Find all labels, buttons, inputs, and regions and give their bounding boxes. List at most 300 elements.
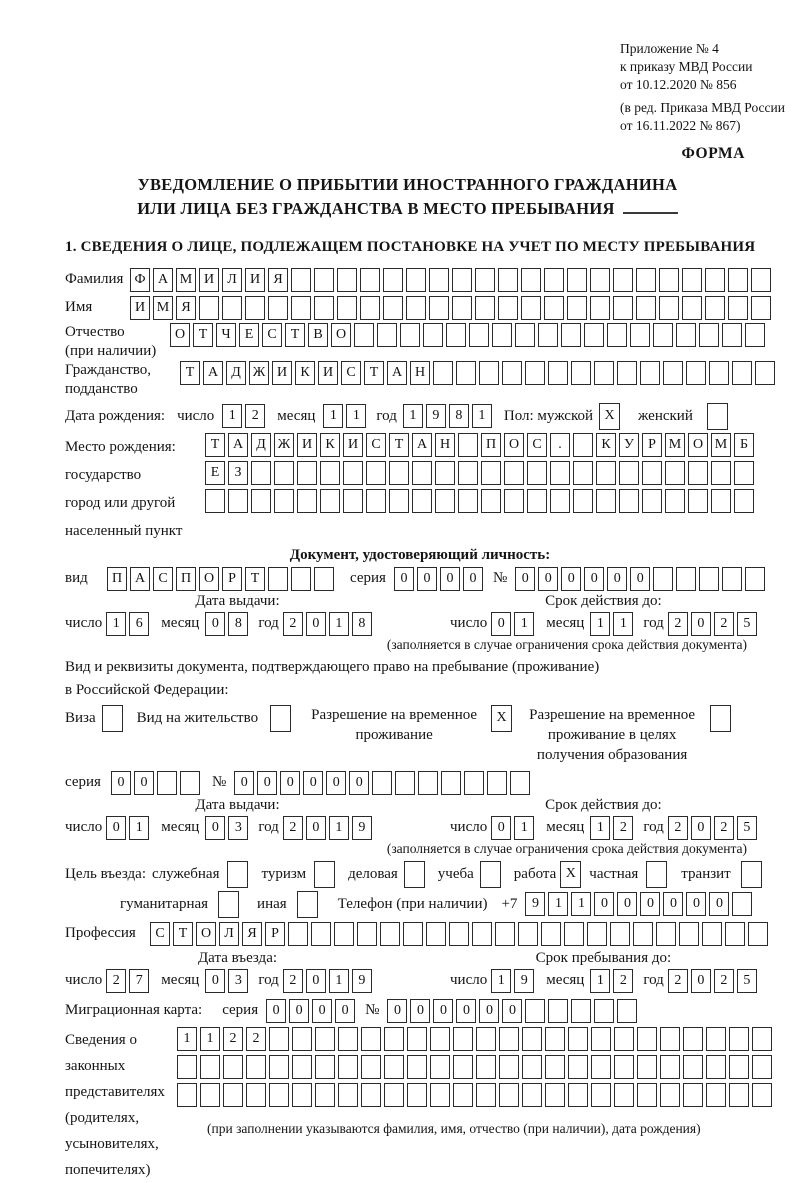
birth-place-cell[interactable] <box>734 461 754 485</box>
surname-cell[interactable] <box>521 268 541 292</box>
legal-reps-cell[interactable] <box>752 1027 772 1051</box>
permit-issue-year-cell[interactable]: 2 <box>283 816 303 840</box>
surname-cell[interactable] <box>682 268 702 292</box>
birth-place-cell[interactable] <box>619 489 639 513</box>
birth-place-cell[interactable] <box>458 461 478 485</box>
profession-cell[interactable] <box>564 922 584 946</box>
id-expiry-month-cell[interactable]: 1 <box>590 612 610 636</box>
id-issue-year-cell[interactable]: 8 <box>352 612 372 636</box>
phone-digit-cell[interactable]: 0 <box>594 892 614 916</box>
birth-place-cell[interactable] <box>504 489 524 513</box>
given-name-cell[interactable] <box>682 296 702 320</box>
id-expiry-year-cell[interactable]: 5 <box>737 612 757 636</box>
purpose-work-checkbox[interactable]: X <box>560 861 581 888</box>
profession-cell[interactable] <box>587 922 607 946</box>
birth-place-cell[interactable]: О <box>688 433 708 457</box>
birth-place-cell[interactable] <box>205 489 225 513</box>
profession-cell[interactable] <box>472 922 492 946</box>
legal-reps-cell[interactable] <box>292 1083 312 1107</box>
migration-series-cell[interactable]: 0 <box>266 999 286 1023</box>
profession-cell[interactable] <box>679 922 699 946</box>
birth-place-cell[interactable] <box>435 461 455 485</box>
legal-reps-cell[interactable] <box>361 1083 381 1107</box>
given-name-cell[interactable] <box>521 296 541 320</box>
given-name-cell[interactable] <box>613 296 633 320</box>
citizenship-cell[interactable]: А <box>203 361 223 385</box>
citizenship-cell[interactable]: Т <box>180 361 200 385</box>
profession-cell[interactable] <box>633 922 653 946</box>
given-name-cell[interactable] <box>245 296 265 320</box>
birth-place-cell[interactable]: М <box>711 433 731 457</box>
surname-cell[interactable]: Ф <box>130 268 150 292</box>
birth-place-cell[interactable]: П <box>481 433 501 457</box>
surname-cell[interactable] <box>613 268 633 292</box>
citizenship-cell[interactable] <box>617 361 637 385</box>
profession-cell[interactable] <box>725 922 745 946</box>
permit-number-cell[interactable] <box>464 771 484 795</box>
citizenship-cell[interactable]: К <box>295 361 315 385</box>
profession-cell[interactable]: Т <box>173 922 193 946</box>
legal-reps-cell[interactable] <box>637 1027 657 1051</box>
citizenship-cell[interactable] <box>594 361 614 385</box>
given-name-cell[interactable] <box>567 296 587 320</box>
profession-cell[interactable] <box>541 922 561 946</box>
legal-reps-cell[interactable] <box>292 1055 312 1079</box>
citizenship-cell[interactable] <box>663 361 683 385</box>
surname-cell[interactable] <box>406 268 426 292</box>
migration-number-cell[interactable] <box>548 999 568 1023</box>
permit-expiry-month-cell[interactable]: 1 <box>590 816 610 840</box>
given-name-cell[interactable]: М <box>153 296 173 320</box>
citizenship-cell[interactable]: Н <box>410 361 430 385</box>
given-name-cell[interactable] <box>498 296 518 320</box>
id-number-cell[interactable]: 0 <box>584 567 604 591</box>
birth-place-cell[interactable]: И <box>297 433 317 457</box>
legal-reps-cell[interactable] <box>200 1083 220 1107</box>
birth-place-cell[interactable]: К <box>596 433 616 457</box>
permit-issue-day-cell[interactable]: 0 <box>106 816 126 840</box>
birth-day-cell[interactable]: 1 <box>222 404 242 428</box>
legal-reps-cell[interactable] <box>315 1083 335 1107</box>
legal-reps-cell[interactable] <box>338 1055 358 1079</box>
patronymic-cell[interactable] <box>699 323 719 347</box>
visa-checkbox[interactable] <box>102 705 123 732</box>
patronymic-cell[interactable]: Т <box>285 323 305 347</box>
sex-male-checkbox[interactable]: X <box>599 403 620 430</box>
birth-place-cell[interactable]: Т <box>389 433 409 457</box>
legal-reps-cell[interactable] <box>269 1055 289 1079</box>
permit-expiry-day-cell[interactable]: 0 <box>491 816 511 840</box>
patronymic-cell[interactable]: Ч <box>216 323 236 347</box>
legal-reps-cell[interactable] <box>384 1055 404 1079</box>
id-series-cell[interactable]: 0 <box>417 567 437 591</box>
citizenship-cell[interactable] <box>709 361 729 385</box>
legal-reps-cell[interactable] <box>223 1083 243 1107</box>
birth-place-cell[interactable] <box>573 433 593 457</box>
patronymic-cell[interactable]: В <box>308 323 328 347</box>
phone-digit-cell[interactable]: 0 <box>709 892 729 916</box>
purpose-business-checkbox[interactable] <box>404 861 425 888</box>
legal-reps-cell[interactable] <box>315 1027 335 1051</box>
purpose-transit-checkbox[interactable] <box>741 861 762 888</box>
permit-issue-month-cell[interactable]: 3 <box>228 816 248 840</box>
birth-place-cell[interactable] <box>550 489 570 513</box>
purpose-study-checkbox[interactable] <box>480 861 501 888</box>
migration-number-cell[interactable] <box>617 999 637 1023</box>
birth-year-cell[interactable]: 9 <box>426 404 446 428</box>
citizenship-cell[interactable]: И <box>318 361 338 385</box>
id-expiry-day-cell[interactable]: 0 <box>491 612 511 636</box>
birth-place-cell[interactable] <box>711 461 731 485</box>
citizenship-cell[interactable]: Д <box>226 361 246 385</box>
stay-year-cell[interactable]: 5 <box>737 969 757 993</box>
patronymic-cell[interactable]: Т <box>193 323 213 347</box>
stay-day-cell[interactable]: 9 <box>514 969 534 993</box>
id-series-cell[interactable]: 0 <box>394 567 414 591</box>
legal-reps-cell[interactable] <box>522 1027 542 1051</box>
permit-number-cell[interactable]: 0 <box>257 771 277 795</box>
id-expiry-day-cell[interactable]: 1 <box>514 612 534 636</box>
doc-kind-cell[interactable]: П <box>176 567 196 591</box>
legal-reps-cell[interactable] <box>430 1027 450 1051</box>
id-number-cell[interactable] <box>676 567 696 591</box>
given-name-cell[interactable] <box>728 296 748 320</box>
citizenship-cell[interactable]: А <box>387 361 407 385</box>
legal-reps-cell[interactable] <box>637 1055 657 1079</box>
id-issue-month-cell[interactable]: 0 <box>205 612 225 636</box>
surname-cell[interactable]: А <box>153 268 173 292</box>
doc-kind-cell[interactable] <box>291 567 311 591</box>
citizenship-cell[interactable] <box>640 361 660 385</box>
stay-year-cell[interactable]: 2 <box>668 969 688 993</box>
permit-number-cell[interactable]: 0 <box>234 771 254 795</box>
patronymic-cell[interactable] <box>446 323 466 347</box>
surname-cell[interactable]: И <box>245 268 265 292</box>
birth-place-cell[interactable] <box>665 489 685 513</box>
citizenship-cell[interactable] <box>525 361 545 385</box>
profession-cell[interactable] <box>357 922 377 946</box>
migration-number-cell[interactable] <box>525 999 545 1023</box>
given-name-cell[interactable] <box>544 296 564 320</box>
doc-kind-cell[interactable] <box>268 567 288 591</box>
permit-issue-year-cell[interactable]: 1 <box>329 816 349 840</box>
legal-reps-cell[interactable] <box>568 1083 588 1107</box>
birth-place-cell[interactable] <box>320 461 340 485</box>
birth-place-cell[interactable] <box>619 461 639 485</box>
id-number-cell[interactable] <box>722 567 742 591</box>
birth-place-cell[interactable]: И <box>343 433 363 457</box>
legal-reps-cell[interactable] <box>522 1055 542 1079</box>
given-name-cell[interactable] <box>360 296 380 320</box>
permit-issue-year-cell[interactable]: 0 <box>306 816 326 840</box>
surname-cell[interactable] <box>314 268 334 292</box>
doc-kind-cell[interactable]: Т <box>245 567 265 591</box>
legal-reps-cell[interactable]: 1 <box>200 1027 220 1051</box>
stay-year-cell[interactable]: 2 <box>714 969 734 993</box>
legal-reps-cell[interactable] <box>591 1055 611 1079</box>
birth-place-cell[interactable] <box>665 461 685 485</box>
permit-expiry-year-cell[interactable]: 2 <box>714 816 734 840</box>
birth-place-cell[interactable] <box>711 489 731 513</box>
legal-reps-cell[interactable] <box>545 1055 565 1079</box>
surname-cell[interactable] <box>429 268 449 292</box>
profession-cell[interactable] <box>449 922 469 946</box>
legal-reps-cell[interactable] <box>476 1027 496 1051</box>
patronymic-cell[interactable] <box>630 323 650 347</box>
legal-reps-cell[interactable] <box>499 1083 519 1107</box>
legal-reps-cell[interactable] <box>614 1027 634 1051</box>
birth-place-cell[interactable] <box>389 461 409 485</box>
legal-reps-cell[interactable] <box>453 1027 473 1051</box>
migration-series-cell[interactable]: 0 <box>335 999 355 1023</box>
surname-cell[interactable]: Л <box>222 268 242 292</box>
phone-digit-cell[interactable]: 0 <box>686 892 706 916</box>
patronymic-cell[interactable] <box>354 323 374 347</box>
birth-place-cell[interactable]: . <box>550 433 570 457</box>
birth-place-cell[interactable] <box>688 489 708 513</box>
id-expiry-month-cell[interactable]: 1 <box>613 612 633 636</box>
stay-month-cell[interactable]: 1 <box>590 969 610 993</box>
migration-number-cell[interactable]: 0 <box>479 999 499 1023</box>
birth-place-cell[interactable] <box>389 489 409 513</box>
birth-place-cell[interactable] <box>481 461 501 485</box>
permit-series-cell[interactable]: 0 <box>134 771 154 795</box>
permit-number-cell[interactable] <box>372 771 392 795</box>
birth-place-cell[interactable]: А <box>412 433 432 457</box>
legal-reps-cell[interactable] <box>591 1083 611 1107</box>
given-name-cell[interactable] <box>636 296 656 320</box>
permit-expiry-year-cell[interactable]: 5 <box>737 816 757 840</box>
birth-place-cell[interactable]: Т <box>205 433 225 457</box>
birth-place-cell[interactable]: М <box>665 433 685 457</box>
surname-cell[interactable] <box>544 268 564 292</box>
given-name-cell[interactable] <box>751 296 771 320</box>
birth-place-cell[interactable] <box>412 461 432 485</box>
permit-expiry-year-cell[interactable]: 2 <box>668 816 688 840</box>
birth-place-cell[interactable] <box>642 461 662 485</box>
id-issue-month-cell[interactable]: 8 <box>228 612 248 636</box>
birth-place-cell[interactable]: О <box>504 433 524 457</box>
birth-place-cell[interactable]: У <box>619 433 639 457</box>
legal-reps-cell[interactable] <box>407 1027 427 1051</box>
birth-year-cell[interactable]: 8 <box>449 404 469 428</box>
birth-day-cell[interactable]: 2 <box>245 404 265 428</box>
birth-place-cell[interactable] <box>274 461 294 485</box>
doc-kind-cell[interactable]: А <box>130 567 150 591</box>
profession-cell[interactable] <box>334 922 354 946</box>
legal-reps-cell[interactable]: 2 <box>246 1027 266 1051</box>
legal-reps-cell[interactable] <box>453 1083 473 1107</box>
entry-year-cell[interactable]: 0 <box>306 969 326 993</box>
surname-cell[interactable] <box>360 268 380 292</box>
phone-digit-cell[interactable]: 1 <box>571 892 591 916</box>
birth-place-cell[interactable] <box>320 489 340 513</box>
permit-number-cell[interactable]: 0 <box>280 771 300 795</box>
migration-number-cell[interactable]: 0 <box>433 999 453 1023</box>
legal-reps-cell[interactable] <box>177 1083 197 1107</box>
entry-day-cell[interactable]: 7 <box>129 969 149 993</box>
surname-cell[interactable] <box>567 268 587 292</box>
legal-reps-cell[interactable] <box>660 1055 680 1079</box>
legal-reps-cell[interactable] <box>729 1083 749 1107</box>
legal-reps-cell[interactable] <box>591 1027 611 1051</box>
citizenship-cell[interactable] <box>433 361 453 385</box>
id-expiry-year-cell[interactable]: 0 <box>691 612 711 636</box>
patronymic-cell[interactable] <box>423 323 443 347</box>
birth-place-cell[interactable] <box>458 433 478 457</box>
migration-series-cell[interactable]: 0 <box>312 999 332 1023</box>
birth-place-cell[interactable]: С <box>527 433 547 457</box>
migration-number-cell[interactable]: 0 <box>410 999 430 1023</box>
surname-cell[interactable] <box>291 268 311 292</box>
surname-cell[interactable] <box>452 268 472 292</box>
id-expiry-year-cell[interactable]: 2 <box>714 612 734 636</box>
citizenship-cell[interactable] <box>686 361 706 385</box>
temp-residence-edu-checkbox[interactable] <box>710 705 731 732</box>
entry-month-cell[interactable]: 0 <box>205 969 225 993</box>
migration-number-cell[interactable] <box>571 999 591 1023</box>
legal-reps-cell[interactable] <box>729 1027 749 1051</box>
given-name-cell[interactable] <box>659 296 679 320</box>
birth-place-cell[interactable] <box>481 489 501 513</box>
profession-cell[interactable] <box>495 922 515 946</box>
patronymic-cell[interactable] <box>584 323 604 347</box>
entry-year-cell[interactable]: 2 <box>283 969 303 993</box>
surname-cell[interactable] <box>383 268 403 292</box>
stay-day-cell[interactable]: 1 <box>491 969 511 993</box>
profession-cell[interactable] <box>656 922 676 946</box>
citizenship-cell[interactable] <box>732 361 752 385</box>
permit-number-cell[interactable] <box>487 771 507 795</box>
birth-place-cell[interactable]: Р <box>642 433 662 457</box>
given-name-cell[interactable] <box>590 296 610 320</box>
legal-reps-cell[interactable] <box>614 1083 634 1107</box>
legal-reps-cell[interactable] <box>706 1055 726 1079</box>
purpose-tourism-checkbox[interactable] <box>314 861 335 888</box>
citizenship-cell[interactable] <box>456 361 476 385</box>
given-name-cell[interactable]: И <box>130 296 150 320</box>
birth-place-cell[interactable] <box>343 489 363 513</box>
id-number-cell[interactable]: 0 <box>607 567 627 591</box>
legal-reps-cell[interactable] <box>752 1055 772 1079</box>
citizenship-cell[interactable] <box>755 361 775 385</box>
surname-cell[interactable] <box>659 268 679 292</box>
birth-place-cell[interactable] <box>251 461 271 485</box>
legal-reps-cell[interactable] <box>499 1027 519 1051</box>
id-issue-year-cell[interactable]: 1 <box>329 612 349 636</box>
surname-cell[interactable] <box>636 268 656 292</box>
legal-reps-cell[interactable]: 1 <box>177 1027 197 1051</box>
id-number-cell[interactable]: 0 <box>515 567 535 591</box>
profession-cell[interactable]: Р <box>265 922 285 946</box>
temp-residence-checkbox[interactable]: X <box>491 705 512 732</box>
patronymic-cell[interactable]: Е <box>239 323 259 347</box>
legal-reps-cell[interactable] <box>407 1083 427 1107</box>
surname-cell[interactable] <box>475 268 495 292</box>
entry-month-cell[interactable]: 3 <box>228 969 248 993</box>
patronymic-cell[interactable] <box>492 323 512 347</box>
birth-place-cell[interactable] <box>412 489 432 513</box>
patronymic-cell[interactable] <box>538 323 558 347</box>
birth-place-cell[interactable]: Д <box>251 433 271 457</box>
birth-place-cell[interactable]: С <box>366 433 386 457</box>
legal-reps-cell[interactable] <box>545 1027 565 1051</box>
given-name-cell[interactable] <box>452 296 472 320</box>
profession-cell[interactable]: Л <box>219 922 239 946</box>
legal-reps-cell[interactable] <box>752 1083 772 1107</box>
id-series-cell[interactable]: 0 <box>463 567 483 591</box>
id-number-cell[interactable] <box>699 567 719 591</box>
legal-reps-cell[interactable] <box>660 1083 680 1107</box>
permit-series-cell[interactable] <box>180 771 200 795</box>
phone-digit-cell[interactable]: 0 <box>617 892 637 916</box>
id-number-cell[interactable] <box>653 567 673 591</box>
migration-number-cell[interactable]: 0 <box>502 999 522 1023</box>
citizenship-cell[interactable] <box>502 361 522 385</box>
patronymic-cell[interactable] <box>469 323 489 347</box>
birth-place-cell[interactable] <box>251 489 271 513</box>
entry-year-cell[interactable]: 9 <box>352 969 372 993</box>
permit-series-cell[interactable]: 0 <box>111 771 131 795</box>
given-name-cell[interactable] <box>314 296 334 320</box>
given-name-cell[interactable] <box>383 296 403 320</box>
entry-day-cell[interactable]: 2 <box>106 969 126 993</box>
birth-place-cell[interactable] <box>573 461 593 485</box>
citizenship-cell[interactable] <box>571 361 591 385</box>
legal-reps-cell[interactable] <box>223 1055 243 1079</box>
permit-issue-month-cell[interactable]: 0 <box>205 816 225 840</box>
citizenship-cell[interactable] <box>479 361 499 385</box>
legal-reps-cell[interactable] <box>430 1083 450 1107</box>
doc-kind-cell[interactable]: О <box>199 567 219 591</box>
patronymic-cell[interactable]: О <box>331 323 351 347</box>
legal-reps-cell[interactable] <box>246 1055 266 1079</box>
birth-place-cell[interactable] <box>504 461 524 485</box>
patronymic-cell[interactable] <box>607 323 627 347</box>
legal-reps-cell[interactable] <box>384 1027 404 1051</box>
legal-reps-cell[interactable] <box>200 1055 220 1079</box>
citizenship-cell[interactable]: Т <box>364 361 384 385</box>
surname-cell[interactable] <box>728 268 748 292</box>
legal-reps-cell[interactable]: 2 <box>223 1027 243 1051</box>
id-number-cell[interactable] <box>745 567 765 591</box>
birth-place-cell[interactable] <box>435 489 455 513</box>
legal-reps-cell[interactable] <box>407 1055 427 1079</box>
profession-cell[interactable] <box>748 922 768 946</box>
permit-number-cell[interactable]: 0 <box>349 771 369 795</box>
migration-number-cell[interactable]: 0 <box>456 999 476 1023</box>
legal-reps-cell[interactable] <box>568 1055 588 1079</box>
citizenship-cell[interactable] <box>548 361 568 385</box>
patronymic-cell[interactable] <box>400 323 420 347</box>
legal-reps-cell[interactable] <box>430 1055 450 1079</box>
given-name-cell[interactable] <box>475 296 495 320</box>
legal-reps-cell[interactable] <box>499 1055 519 1079</box>
legal-reps-cell[interactable] <box>683 1055 703 1079</box>
legal-reps-cell[interactable] <box>522 1083 542 1107</box>
legal-reps-cell[interactable] <box>361 1027 381 1051</box>
residence-permit-checkbox[interactable] <box>270 705 291 732</box>
birth-place-cell[interactable] <box>527 461 547 485</box>
purpose-official-checkbox[interactable] <box>227 861 248 888</box>
legal-reps-cell[interactable] <box>315 1055 335 1079</box>
profession-cell[interactable] <box>426 922 446 946</box>
legal-reps-cell[interactable] <box>476 1083 496 1107</box>
patronymic-cell[interactable] <box>377 323 397 347</box>
patronymic-cell[interactable] <box>676 323 696 347</box>
citizenship-cell[interactable]: Ж <box>249 361 269 385</box>
birth-year-cell[interactable]: 1 <box>472 404 492 428</box>
